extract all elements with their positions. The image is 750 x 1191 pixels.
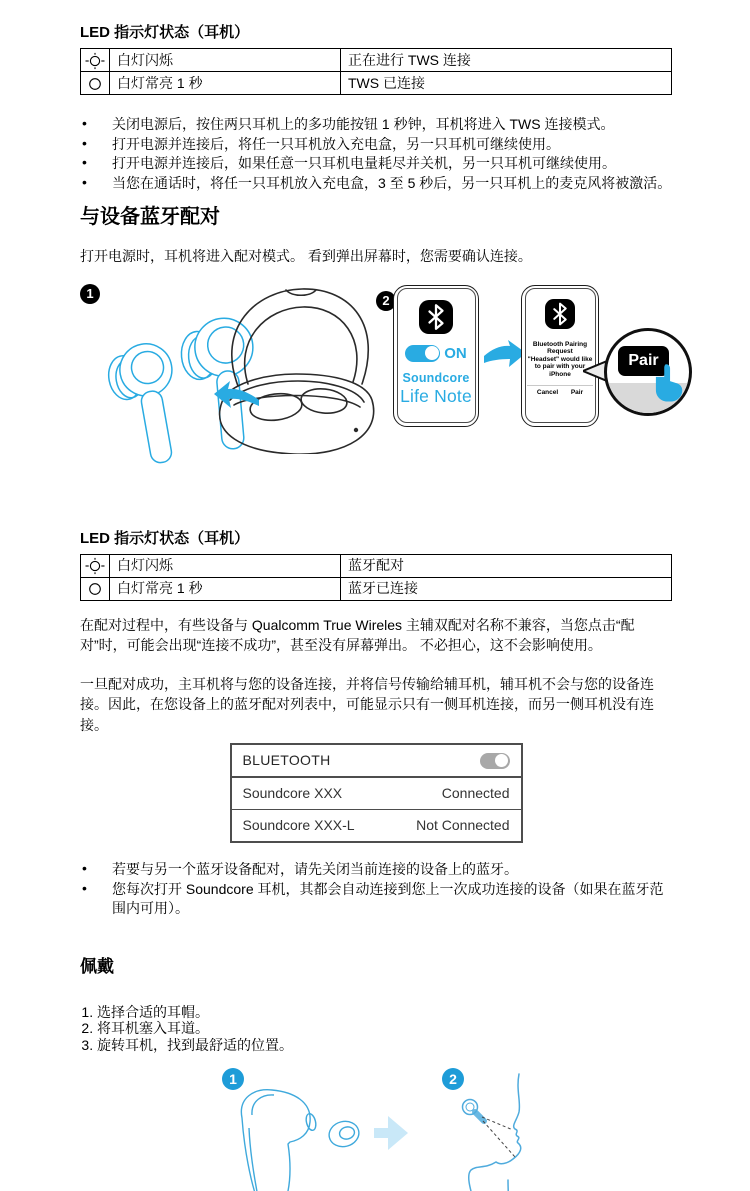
wearing-heading: 佩戴: [80, 956, 114, 976]
pairing-notes-list: [80, 860, 672, 919]
led-state: 白灯常亮 1 秒: [110, 577, 341, 600]
device-row: [232, 778, 521, 809]
step-1-badge: 1: [80, 284, 100, 304]
list-item: 2. 将耳机塞入耳道。: [97, 1020, 672, 1037]
pairing-heading: 与设备蓝牙配对: [80, 206, 220, 228]
bluetooth-settings-panel: [230, 743, 523, 843]
table-row: [81, 577, 672, 600]
led-state: 白灯闪烁: [110, 554, 341, 577]
led-meaning: 蓝牙配对: [341, 554, 672, 577]
next-step-arrow-icon: [484, 340, 526, 368]
tap-hand-icon: [651, 363, 685, 409]
table-row: [81, 554, 672, 577]
pairing-paragraph-1: 在配对过程中，有些设备与 Qualcomm True Wireles 主辅双配对名称不兼容，当您点击“配对”时，可能会出现“连接不成功”，甚至没有屏幕弹出。 不必担心，这不会影响使用。: [80, 616, 635, 653]
pairing-paragraph-2: 一旦配对成功，主耳机将与您的设备连接，并将信号传输给辅耳机，辅耳机不会与您的设备连接。因此，在您设备上的蓝牙配对列表中，可能显示只有一侧耳机连接，而另一侧耳机没有连接。: [80, 675, 654, 733]
pair-button: Pair: [570, 389, 584, 396]
step-2-badge: 2: [376, 291, 396, 311]
step-2-badge: 2: [442, 1068, 464, 1090]
led-solid-icon: [84, 75, 106, 93]
led-status-heading-1: LED 指示灯状态（耳机）: [80, 24, 250, 41]
bluetooth-on-toggle: [405, 345, 440, 362]
led-meaning: 蓝牙已连接: [341, 577, 672, 600]
led-status-table-1: [80, 48, 672, 95]
bluetooth-toggle: [480, 753, 510, 769]
wearing-steps-list: [80, 1004, 672, 1054]
pairing-intro: 打开电源时，耳机将进入配对模式。 看到弹出屏幕时，您需要确认连接。: [80, 248, 532, 264]
remove-earbud-arrow-icon: [214, 380, 260, 410]
popup-text: Bluetooth Pairing Request: [532, 340, 588, 355]
led-blinking-icon: [84, 52, 106, 70]
device-name: Soundcore XXX-L: [242, 817, 355, 833]
list-item: • 打开电源并连接后，如果任意一只耳机电量耗尽并关机，另一只耳机可继续使用。: [80, 154, 672, 174]
face-profile-illustration: [455, 1072, 570, 1191]
list-item: • 关闭电源后，按住两只耳机上的多功能按钮 1 秒钟，耳机将进入 TWS 连接模式。: [80, 115, 672, 135]
led-solid-icon: [84, 580, 106, 598]
led-meaning: TWS 已连接: [341, 72, 672, 95]
bluetooth-icon: [545, 299, 575, 329]
pair-button-zoomed: Pair: [618, 346, 669, 376]
toggle-on-label: ON: [444, 344, 467, 362]
list-item: • 您每次打开 Soundcore 耳机，其都会自动连接到您上一次成功连接的设备（如果在蓝牙范围内可用）。: [80, 880, 672, 919]
eartip-assembly-illustration: [228, 1082, 468, 1191]
assemble-arrow-icon: [374, 1116, 408, 1150]
bluetooth-panel-title: BLUETOOTH: [242, 752, 331, 768]
led-status-heading-2: LED 指示灯状态（耳机）: [80, 529, 250, 547]
step-1-badge: 1: [222, 1068, 244, 1090]
tws-notes-list: [80, 115, 672, 193]
charging-case-illustration: [204, 284, 390, 454]
phone-bluetooth-on: [393, 285, 479, 427]
table-row: [81, 72, 672, 95]
table-row: [81, 49, 672, 72]
led-state: 白灯常亮 1 秒: [110, 72, 341, 95]
pair-callout: [604, 328, 692, 416]
device-status: Not Connected: [416, 817, 510, 833]
list-item: 1. 选择合适的耳帽。: [97, 1004, 672, 1021]
device-status: Connected: [441, 785, 510, 801]
cancel-button: Cancel: [536, 389, 559, 396]
led-state: 白灯闪烁: [110, 49, 341, 72]
wearing-figure: [80, 1068, 672, 1191]
device-name: Soundcore XXX: [242, 785, 343, 801]
popup-text: "Headset" would like: [527, 355, 593, 363]
led-blinking-icon: [84, 557, 106, 575]
list-item: • 打开电源并连接后，将任一只耳机放入充电盒，另一只耳机可继续使用。: [80, 135, 672, 155]
list-item: • 若要与另一个蓝牙设备配对，请先关闭当前连接的设备上的蓝牙。: [80, 860, 672, 880]
brand-soundcore: Soundcore: [402, 370, 470, 385]
led-meaning: 正在进行 TWS 连接: [341, 49, 672, 72]
list-item: 3. 旋转耳机，找到最舒适的位置。: [97, 1037, 672, 1054]
pairing-figure: [80, 284, 672, 462]
brand-life-note: Life Note: [400, 385, 472, 406]
list-item: • 当您在通话时，将任一只耳机放入充电盒，3 至 5 秒后，另一只耳机上的麦克风将被激活。: [80, 174, 672, 194]
device-row: [232, 809, 521, 841]
bluetooth-icon: [419, 300, 453, 334]
phone-pairing-request: [521, 285, 599, 427]
led-status-table-2: [80, 554, 672, 601]
popup-text: to pair with your iPhone: [534, 363, 586, 378]
